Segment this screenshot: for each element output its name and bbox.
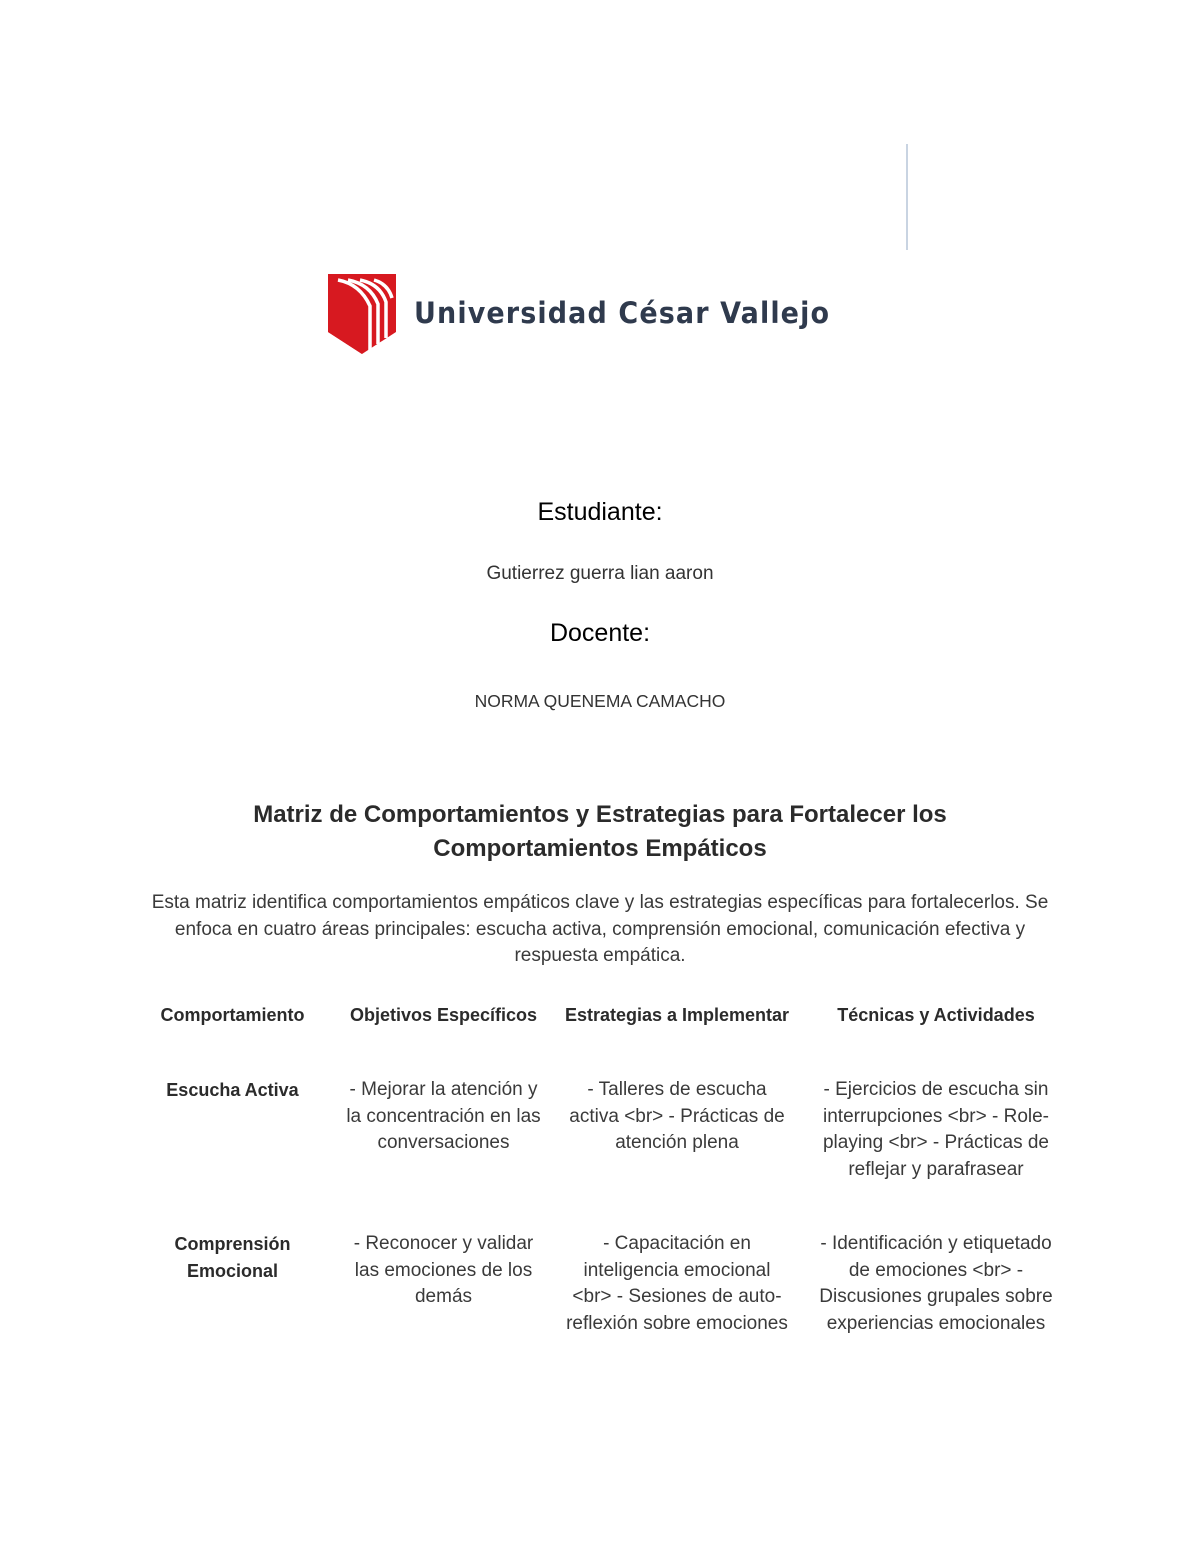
table-header-row [130,1002,1070,1077]
behavior-matrix-table [130,1002,1070,1371]
header-objectives: Objetivos Específicos [349,1005,538,1025]
document-intro: Esta matriz identifica comportamientos empáticos clave y las estrategias específicas para fortalecerlos. Se enfoca en cuatro áreas principales: escucha activa, comprensión emocional, comunicación efectiva y respuesta empática. [151,892,1049,966]
student-label: Estudiante: [537,498,663,526]
table-row [130,1077,1070,1231]
objectives-cell: - Mejorar la atención y la concentración en las conversaciones [346,1079,541,1153]
university-logo [326,272,832,358]
header-behavior: Comportamiento [160,1005,305,1025]
strategies-cell: - Capacitación en inteligencia emocional <br> - Sesiones de auto-reflexión sobre emociones [566,1233,788,1334]
techniques-cell: - Identificación y etiquetado de emociones <br> - Discusiones grupales sobre experiencias emocionales [819,1233,1053,1334]
student-name: Gutierrez guerra lian aaron [486,563,714,584]
teacher-label: Docente: [549,619,651,647]
techniques-cell: - Ejercicios de escucha sin interrupciones <br> - Role-playing <br> - Prácticas de reflejar y parafrasear [822,1079,1049,1180]
behavior-cell: Escucha Activa [166,1080,299,1100]
table-row [130,1231,1070,1371]
document-title-line-1: Matriz de Comportamientos y Estrategias para Fortalecer los [253,801,947,828]
teacher-name: NORMA QUENEMA CAMACHO [474,691,726,711]
objectives-cell: - Reconocer y validar las emociones de los demás [353,1233,534,1307]
strategies-cell: - Talleres de escucha activa <br> - Prácticas de atención plena [569,1079,785,1153]
behavior-cell: Comprensión Emocional [174,1234,291,1281]
vertical-rule [906,144,908,250]
document-title-line-2: Comportamientos Empáticos [433,835,767,862]
document-title [180,798,1020,866]
university-name: Universidad César Vallejo [414,296,831,330]
header-strategies: Estrategias a Implementar [564,1005,790,1025]
university-shield-icon [326,272,408,358]
header-techniques: Técnicas y Actividades [837,1005,1035,1025]
